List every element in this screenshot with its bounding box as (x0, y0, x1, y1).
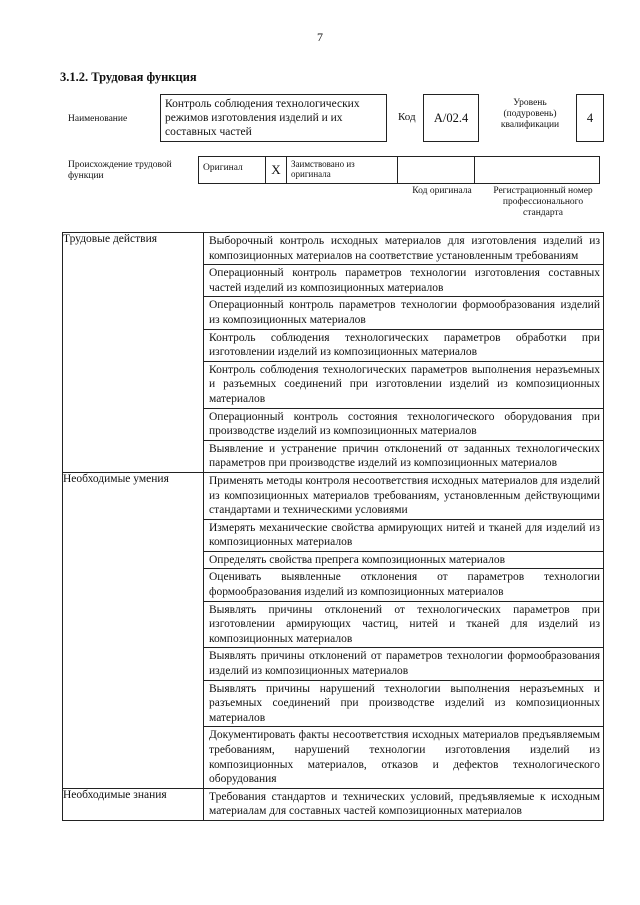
function-name-box: Контроль соблюдения технологических режимов изготовления изделий и их составных частей (160, 94, 387, 142)
section-title: 3.1.2. Трудовая функция (60, 70, 197, 84)
category-cell: Необходимые знания (63, 788, 204, 820)
list-item: Выборочный контроль исходных материалов для изготовления изделий из композиционных материалов на соответствие установленным требованиям (204, 233, 603, 265)
table-row (63, 788, 604, 820)
code-original-label: Код оригинала (412, 186, 472, 196)
list-item: Выявлять причины отклонений от технологических параметров при изготовлении армирующих частиц, нитей и тканей для изделий из композиционных материалов (204, 602, 603, 649)
table-row (63, 233, 604, 473)
list-item: Выявление и устранение причин отклонений от заданных технологических параметров при производстве изделий из композиционных материалов (209, 442, 600, 470)
origin-row (199, 156, 600, 184)
list-item: Операционный контроль параметров технологии изготовления составных частей изделий из композиционных материалов (204, 265, 603, 297)
table-row (63, 472, 604, 788)
original-mark: X (265, 156, 287, 184)
code-box: A/02.4 (423, 94, 479, 142)
list-item: Документировать факты несоответствия исходных материалов предъявляемым требованиям, нарушений технологии изготовления изделий из композиционных материалов, отказов и дефектов технологического оборудования (209, 729, 600, 786)
reg-number-label: Регистрационный номер профессионального стандарта (493, 186, 593, 218)
items-cell (204, 233, 604, 473)
name-label: Наименование (68, 114, 128, 124)
list-item: Измерять механические свойства армирующих нитей и тканей для изделий из композиционных материалов (204, 520, 603, 552)
level-label: Уровень (подуровень) квалификации (500, 98, 560, 130)
function-details-table (62, 232, 604, 821)
code-label: Код (398, 111, 416, 123)
list-item: Определять свойства препрега композиционных материалов (204, 552, 603, 570)
reg-number-cell (474, 156, 600, 184)
borrowed-cell: Заимствовано из оригинала (286, 156, 398, 184)
category-cell: Необходимые умения (63, 472, 204, 788)
category-cell: Трудовые действия (63, 233, 204, 473)
code-original-cell (397, 156, 475, 184)
list-item: Выявлять причины отклонений от параметров технологии формообразования изделий из композиционных материалов (204, 648, 603, 680)
list-item: Оценивать выявленные отклонения от параметров технологии формообразования изделий из композиционных материалов (204, 569, 603, 601)
list-item: Контроль соблюдения технологических параметров обработки при изготовлении изделий из композиционных материалов (204, 330, 603, 362)
list-item: Применять методы контроля несоответствия исходных материалов для изделий из композиционных материалов требованиям, установленным действующими стандартами и техническими условиями (204, 473, 603, 520)
items-cell (204, 472, 604, 788)
list-item: Контроль соблюдения технологических параметров выполнения неразъемных и разъемных соединений при изготовлении изделий из композиционных материалов (204, 362, 603, 409)
page-number: 7 (317, 30, 323, 44)
list-item: Операционный контроль состояния технологического оборудования при производстве изделий из композиционных материалов (204, 409, 603, 441)
list-item: Требования стандартов и технических условий, предъявляемые к исходным материалам для составных частей композиционных материалов (209, 790, 600, 818)
list-item: Операционный контроль параметров технологии формообразования изделий из композиционных материалов (204, 297, 603, 329)
items-cell (204, 788, 604, 820)
list-item: Выявлять причины нарушений технологии выполнения неразъемных и разъемных соединений при производстве изделий из композиционных материалов (204, 681, 603, 728)
original-cell: Оригинал (198, 156, 266, 184)
level-box: 4 (576, 94, 604, 142)
origin-label: Происхождение трудовой функции (68, 160, 172, 181)
